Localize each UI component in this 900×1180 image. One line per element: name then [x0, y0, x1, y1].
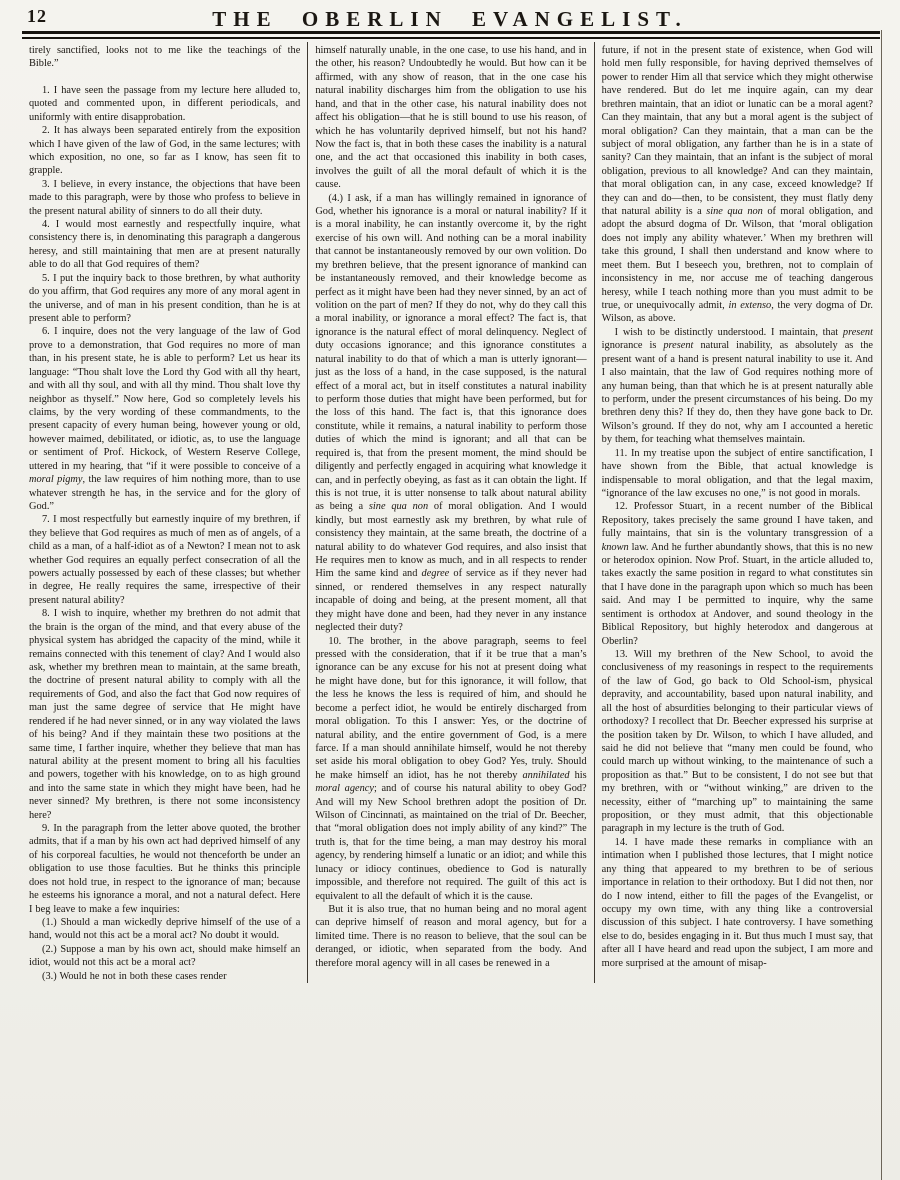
header-rule	[22, 31, 880, 39]
article-columns	[22, 42, 880, 983]
paragraph: 13. Will my brethren of the New School, to avoid the conclusiveness of my reasonings in respect to the requirements of the law of God, go back to Old School-ism, physical depravity, and accountability, based upon natural inability, and all the host of absurdities belonging to their particular views of orthodoxy? I recollect that Dr. Beecher expressed his surprise at the position taken by Dr. Wilson, to which I have alluded, and said he did not believe that “many men could be found, who could march up without winking, to the maintenance of such a proposition as that.” But to be consistent, I do not see but that my brethren, with or “without winking,” are driven to the necessity, either of “marching up” to maintaining the same proposition, or they must admit, that this objectionable paragraph in my lecture is the truth of God.	[601, 648, 873, 835]
paragraph: 5. I put the inquiry back to those brethren, by what authority do you affirm, that God requires any more of any moral agent in the universe, and of man in his present condition, than he is at present able to perform?	[29, 272, 301, 325]
paragraph: 3. I believe, in every instance, the objections that have been made to this paragraph, were by those who profess to believe in the present natural ability of sinners to do all their duty.	[29, 178, 301, 217]
paragraph: (4.) I ask, if a man has willingly remained in ignorance of God, whether his ignorance is a moral or natural inability? If it is a moral inability, he can instantly overcome it, by the right exercise of his own will. And nothing can be a moral inability that cannot be instantaneously removed by our own volition. Do my brethren believe, that the present ignorance of mankind can be instantaneously removed, and their knowledge become as perfect as it might have been had they never sinned, by an act of volition on the part of men? If they do not, why do they call this a moral inability, or ignorance a moral effect? The fact is, that ignorance is the natural effect of moral delinquency. Neglect of duty occasions ignorance; and this ignorance constitutes a natural inability to do that of which a man is utterly ignorant—just as the loss of a hand, in the case supposed, is the natural effect of a moral act, but in itself constitutes a natural inability to perform those duties that might have been performed, but for the loss of this hand. The fact is, that this ignorance does constitute, while it remains, a natural inability to perform those duties of which the mind is ignorant; and all that can be required is, that from the present moment, the mind should be diligently and perfectly engaged in acquiring what knowledge it can, and in perfectly obeying, as fast as it can obtain the light. If this is not true, it is utter nonsense to talk about natural ability as being a sine qua non of moral obligation. And I would kindly, but most earnestly ask my brethren, by what rule of consistency they maintain, at the same breath, the doctrine of a natural ability to do whatever God requires, and also insist that He requires men to know as much, and in all respects to render Him the same kind and degree of service as if they never had sinned, or rendered themselves in any respect naturally incapable of doing and being, at the present moment, all that they might have done and been, had they never in any instance neglected their duty?	[315, 192, 587, 634]
paragraph: 1. I have seen the passage from my lecture here alluded to, quoted and commented upon, in different periodicals, and uniformly with entire disapprobation.	[29, 84, 301, 123]
column-2	[307, 42, 593, 983]
paragraph: 8. I wish to inquire, whether my brethren do not admit that the brain is the organ of the mind, and that every abuse of the physical system has abridged the capacity of the mind, while it remains connected with this tenement of clay? And I would also ask, whether my brethren mean to maintain, at the same breath, the doctrine of present natural ability to comply with all the requirements of God, and also the fact that God now requires of man just the same degree of service that He might have rendered if he had never sinned, or in any way violated the laws of his being? And if they maintain these two positions at the same time, I farther inquire, whether they believe that man has natural ability at the present moment to bring all his faculties and powers, together with his knowledge, on to as high ground and into the same state in which they might have been, had he never sinned? My brethren, is there not some inconsistency here?	[29, 608, 301, 821]
paragraph: himself naturally unable, in the one case, to use his hand, and in the other, his reason? Undoubtedly he would. But how can it be affirmed, with any show of reason, that in the one case his natural inability discharges him from the obligation to use his hand, and that in the other case, his natural inability does not affect his obligation—that he is still bound to use his reason, of which he has voluntarily deprived himself, but not his hand? Now the fact is, that in both these cases the inability is a natural one, and the act that occasioned this inability in both cases, involves the guilt of all the moral default of which it is the cause.	[315, 45, 587, 191]
page-number: 12	[27, 6, 47, 26]
page-header	[0, 0, 900, 30]
masthead-title: THE OBERLIN EVANGELIST.	[212, 7, 688, 31]
paragraph: future, if not in the present state of existence, when God will hold men fully responsible, for having deprived themselves of power to render Him all that service which they might otherwise have rendered. But do let me inquire again, can my dear brethren maintain, that an idiot or lunatic can be a moral agent? Can they maintain, that any but a moral agent is the subject of moral obligation? Can they maintain, that a man can be the subject of moral obligation, any farther than he is in a state of sanity? Can they maintain, that an infant is the subject of moral obligation, previous to all knowledge? And can they maintain, that moral obligation can, in any case, exceed knowledge? If they can and do—then, to be consistent, they must flatly deny that natural ability is a sine qua non of moral obligation, and adopt the absurd dogma of Dr. Wilson, that ‘moral obligation does not imply any ability whatever.’ When my brethren will take this ground, I shall then understand and know where to meet them. But I beseech you, brethren, not to complain of inconsistency in me, nor accuse me of teaching dangerous heresy, while I teach nothing more than you must admit to be true, or unequivocally admit, in extenso, the very dogma of Dr. Wilson, as above.	[601, 45, 873, 325]
paragraph: 11. In my treatise upon the subject of entire sanctification, I have shown from the Bible, that actual knowledge is indispensable to moral obligation, and that the legal maxim, “ignorance of the law excuses no one,” is not good in morals.	[601, 447, 873, 499]
paragraph: (3.) Would he not in both these cases render	[42, 970, 227, 982]
paragraph: But it is also true, that no human being and no moral agent can deprive himself of reason and moral agency, but for a limited time. There is no reason to believe, that the soul can be deranged, or idiotic, when separated from the body. And therefore moral agency will in all cases be renewed in a	[315, 904, 587, 969]
paragraph: 14. I have made these remarks in compliance with an intimation when I published those lectures, that I might notice any thing that appeared to my brethren to be of serious importance in relation to their orthodoxy. But I did not then, nor do I now intend, either to fill the pages of the Evangelist, or occupy my own time, with any thing like a controversial discussion of this subject. I hate controversy. I have something else to do, besides engaging in it. But thus much I must say, that after all I have heard and read upon the subject, I am more and more surprised at the amount of misap-	[601, 836, 873, 969]
paragraph: 10. The brother, in the above paragraph, seems to feel pressed with the consideration, that if it be true that a man’s ignorance can be any excuse for his not at present doing what he might have done, but for this ignorance, it will follow, that the less he knows the less is required of him, and should he become a perfect idiot, he would be entirely discharged from moral obligation. To this I answer: Yes, or the doctrine of natural ability, and the entire government of God, is a mere farce. If a man should annihilate himself, would he not thereby set aside his moral obligation to obey God? Yes, truly. Should he make himself an idiot, has he not thereby annihilated his moral agency; and of course his natural ability to obey God? And will my New School brethren adopt the position of Dr. Wilson of Cincinnati, as maintained on the trial of Dr. Beecher, that “moral obligation does not imply ability of any kind?” The truth is, that for the time being, a man may destroy his moral agency, by rendering himself a lunatic or an idiot; and while this lunacy or idiocy continues, obedience to God is naturally impossible, and therefore not required. The guilt of this act is equivalent to all the default of which it is the cause.	[315, 635, 587, 902]
paragraph: 2. It has always been separated entirely from the exposition which I have given of the law of God, in the same lectures; with which exposition, no one, so far as I know, has seen fit to grapple.	[29, 125, 301, 177]
paragraph: (1.) Should a man wickedly deprive himself of the use of a hand, would not this act be a moral act? No doubt it would.	[29, 917, 301, 942]
column-1	[22, 42, 307, 983]
paragraph: (2.) Suppose a man by his own act, should make himself an idiot, would not this act be a moral act?	[29, 943, 301, 969]
paragraph: 7. I most respectfully but earnestly inquire of my brethren, if they believe that God requires as much of men as of angels, of a child as a man, of a half-idiot as of a Newton? I mean not to ask whether God requires an equally perfect consecration of all the powers actually possessed by each of these classes; but whether in degree, He really requires the same, irrespective of their present natural ability?	[29, 514, 301, 606]
paragraph: I wish to be distinctly understood. I maintain, that present ignorance is present natural inability, as absolutely as the present want of a hand is present natural inability to use it. And I also maintain, that the law of God requires nothing more of any human being, than that which he is at present naturally able to perform, under the present circumstances of his being. Do my brethren deny this? If they do, then they have gone back to Dr. Wilson’s ground. If they do not, why am I accounted a heretic by them, for teaching what themselves maintain.	[601, 326, 873, 446]
paragraph: 12. Professor Stuart, in a recent number of the Biblical Repository, takes precisely the same ground I have taken, and fully maintains, that sin is the voluntary transgression of a known law. And he further abundantly shows, that this is no new or heterodox opinion. Now Prof. Stuart, in the article alluded to, takes exactly the same position in regard to what constitutes sin that I have done in the paragraph upon which so much has been said. And may I be permitted to inquire, why the same sentiment is orthodox at Andover, and sound theology in the Biblical Repository, but highly heterodox and dangerous at Oberlin?	[601, 501, 873, 647]
paragraph: 4. I would most earnestly and respectfully inquire, what consistency there is, in denominating this paragraph a dangerous heresy, and still maintaining that men are at present naturally able to do all that God requires of them?	[29, 219, 301, 271]
column-3	[594, 42, 880, 983]
paragraph: 6. I inquire, does not the very language of the law of God prove to a demonstration, that God requires no more of man than, in his present state, he is able to perform? Let us hear its language: “Thou shalt love the Lord thy God with all thy heart, and with all thy soul, and with all thy mind. Thou shalt love thy neighbor as thyself.” Now here, God so completely levels his claims, by the very wording of these commandments, to the present capacity of every human being, however young or old, however maimed, debilitated, or idiotic, as, to use the language or sentiment of Prof. Hickock, of Western Reserve College, uttered in my hearing, that “if it were possible to conceive of a moral pigmy, the law requires of him nothing more, than to use whatever strength he has, in the service and for the glory of God.”	[29, 326, 301, 512]
page-edge-rule	[881, 30, 882, 1180]
paragraph: 9. In the paragraph from the letter above quoted, the brother admits, that if a man by his own act had deprived himself of any of his corporeal faculties, he would not thenceforth be under an obligation to use those faculties. But he thinks this principle does not hold true, in respect to the ignorance of man; because he esteems his ignorance a moral, and not a natural defect. Here I beg leave to make a few inquiries:	[29, 823, 301, 915]
paragraph: tirely sanctified, looks not to me like the teachings of the Bible.”	[29, 45, 301, 70]
